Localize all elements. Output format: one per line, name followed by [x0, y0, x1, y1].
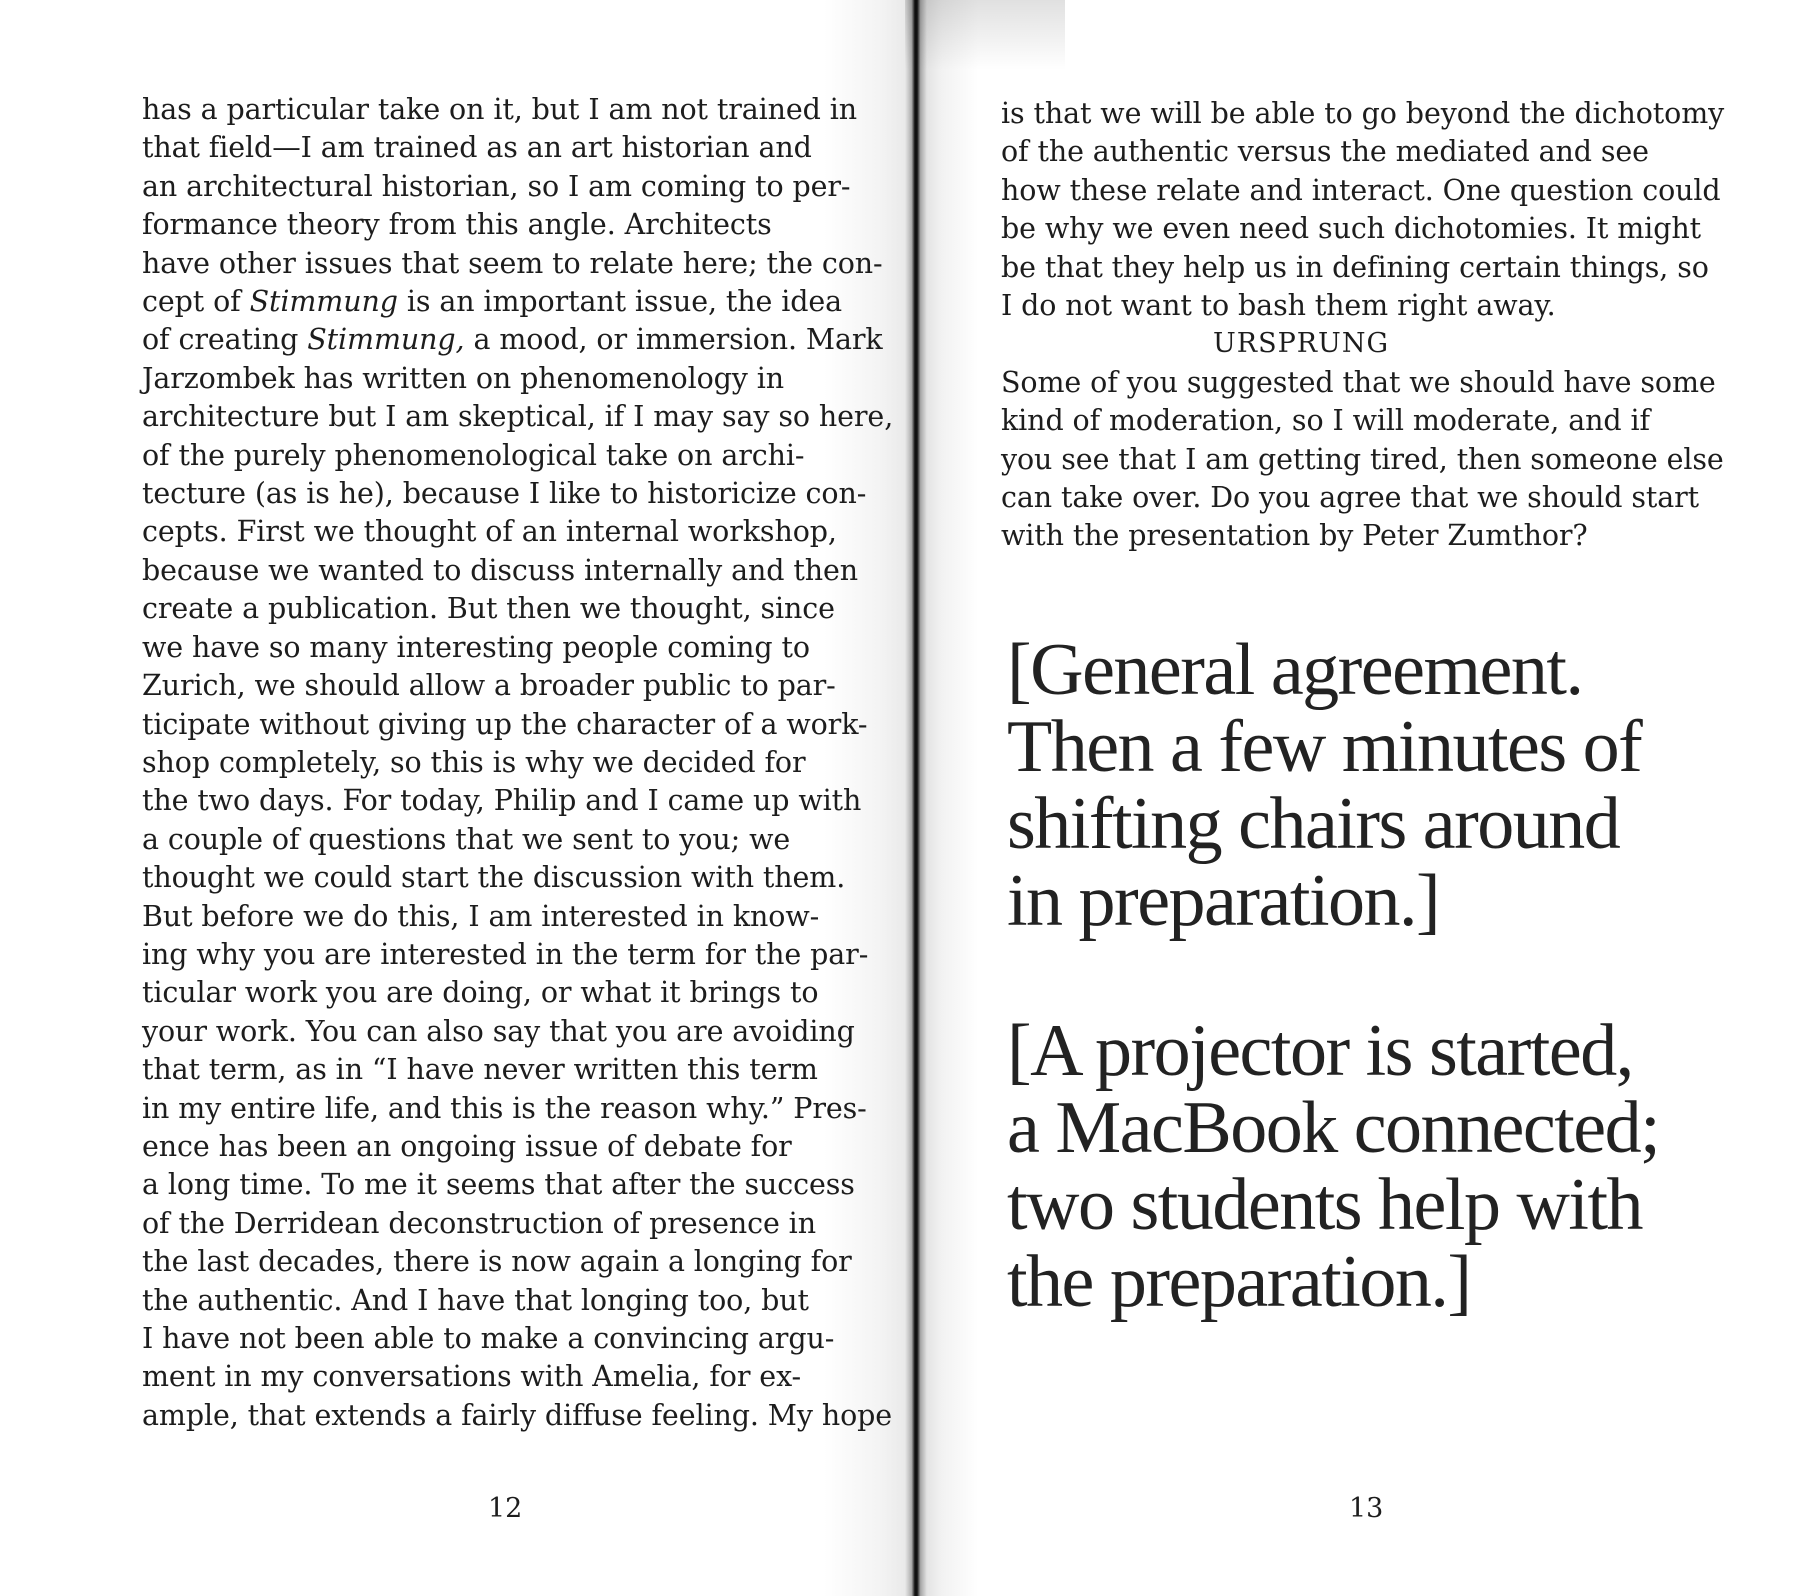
text-line — [142, 283, 872, 321]
text-segment: have other issues that seem to relate here; the con- — [142, 246, 883, 280]
text-line — [142, 321, 883, 359]
text-segment: thought we could start the discussion with them. — [142, 861, 846, 895]
text-segment: of the purely phenomenological take on archi- — [142, 438, 805, 472]
text-segment: ment in my conversations with Amelia, for ex- — [142, 1360, 802, 1394]
text-line — [142, 744, 872, 782]
text-segment: the two days. For today, Philip and I came up with — [142, 784, 862, 818]
text-segment: we have so many interesting people coming to — [142, 630, 810, 664]
stage-direction-line: the preparation.] — [1007, 1241, 1471, 1323]
text-segment: that field—I am trained as an art historian and — [142, 131, 812, 165]
text-segment: cept of — [142, 285, 250, 319]
text-line — [142, 91, 872, 129]
text-line: be why we even need such dichotomies. It might — [1001, 212, 1701, 246]
text-line — [142, 1243, 872, 1281]
text-line — [142, 667, 872, 705]
text-line — [142, 859, 872, 897]
text-line: I do not want to bash them right away. — [1001, 289, 1556, 323]
text-line: Some of you suggested that we should have some — [1001, 365, 1716, 399]
text-line — [142, 245, 883, 283]
text-line — [142, 1205, 872, 1243]
text-line — [142, 706, 872, 744]
stage-direction-line: two students help with — [1007, 1164, 1643, 1246]
text-segment: of the Derridean deconstruction of presence in — [142, 1206, 816, 1240]
text-line: can take over. Do you agree that we should start — [1001, 481, 1700, 515]
book-gutter — [905, 0, 927, 1596]
italic-term: Stimmung, — [307, 323, 465, 357]
stage-direction-line: [General agreement. — [1007, 629, 1583, 711]
text-line — [142, 475, 872, 513]
text-segment: create a publication. But then we thought, since — [142, 592, 835, 626]
text-line — [142, 552, 872, 590]
text-segment: cepts. First we thought of an internal workshop, — [142, 515, 837, 549]
stage-direction-line: Then a few minutes of — [1007, 706, 1642, 788]
text-line — [142, 1128, 872, 1166]
text-segment: of creating — [142, 323, 308, 357]
text-line — [142, 398, 894, 436]
text-line — [142, 1320, 872, 1358]
stage-direction-line: [A projector is started, — [1007, 1010, 1633, 1092]
text-segment: tecture (as is he), because I like to historicize con- — [142, 477, 867, 511]
paragraph-ursprung — [1001, 364, 1741, 556]
text-line — [142, 129, 872, 167]
stage-direction-1 — [1007, 629, 1797, 942]
text-line — [142, 590, 872, 628]
text-line: be that they help us in defining certain things, so — [1001, 250, 1709, 284]
stage-direction-line: in preparation.] — [1007, 860, 1440, 942]
text-line: with the presentation by Peter Zumthor? — [1001, 519, 1588, 553]
page-shadow — [905, 0, 1065, 70]
right-page-text — [1001, 95, 1741, 556]
text-segment: ample, that extends a fairly diffuse feeling. My hope — [142, 1398, 893, 1432]
text-line — [142, 782, 872, 820]
text-segment: Jarzombek has written on phenomenology in — [142, 361, 785, 395]
text-segment: shop completely, so this is why we decided for — [142, 745, 806, 779]
text-line — [142, 1090, 872, 1128]
page-number-right: 13 — [1349, 1493, 1384, 1524]
text-segment: in my entire life, and this is the reason why.” Pres- — [142, 1091, 867, 1125]
text-segment: is an important issue, the idea — [397, 285, 843, 319]
text-segment: Zurich, we should allow a broader public to par- — [142, 669, 836, 703]
text-segment: the last decades, there is now again a longing for — [142, 1245, 852, 1279]
page-number-left: 12 — [488, 1493, 523, 1524]
text-line: of the authentic versus the mediated and see — [1001, 135, 1649, 169]
text-segment: because we wanted to discuss internally and then — [142, 553, 858, 587]
text-segment: formance theory from this angle. Architects — [142, 208, 772, 242]
text-line: you see that I am getting tired, then someone else — [1001, 442, 1724, 476]
text-segment: has a particular take on it, but I am not trained in — [142, 93, 858, 126]
right-page — [915, 0, 1818, 1596]
text-line — [142, 898, 872, 936]
text-segment: a long time. To me it seems that after the success — [142, 1168, 855, 1202]
text-segment: I have not been able to make a convincing argu- — [142, 1322, 835, 1355]
paragraph-continuation — [1001, 95, 1741, 325]
text-line — [142, 1397, 893, 1435]
text-segment: ticipate without giving up the character of a work- — [142, 707, 868, 741]
text-line — [142, 821, 872, 859]
text-line — [142, 1051, 872, 1089]
italic-term: Stimmung — [249, 285, 398, 319]
text-line — [142, 437, 872, 475]
text-segment: a mood, or immersion. Mark — [464, 323, 883, 357]
text-line — [142, 974, 872, 1012]
text-segment: ticular work you are doing, or what it brings to — [142, 976, 819, 1010]
text-segment: architecture but I am skeptical, if I may say so here, — [142, 400, 894, 434]
stage-direction-2 — [1007, 1010, 1797, 1323]
text-line — [142, 168, 872, 206]
text-segment: your work. You can also say that you are avoiding — [142, 1014, 855, 1048]
text-line — [142, 629, 872, 667]
text-line — [142, 1358, 872, 1396]
text-line: is that we will be able to go beyond the dichotomy — [1001, 97, 1725, 130]
left-page-text — [142, 91, 894, 1435]
text-segment: ing why you are interested in the term for the par- — [142, 937, 869, 971]
text-segment: a couple of questions that we sent to you; we — [142, 822, 791, 856]
stage-direction-line: a MacBook connected; — [1007, 1087, 1660, 1169]
speaker-heading: URSPRUNG — [1212, 328, 1390, 360]
text-segment: the authentic. And I have that longing too, but — [142, 1283, 809, 1317]
text-line — [142, 513, 872, 551]
text-line — [142, 1013, 872, 1051]
text-segment: that term, as in “I have never written this term — [142, 1053, 818, 1087]
text-line: kind of moderation, so I will moderate, and if — [1001, 404, 1650, 438]
text-line: how these relate and interact. One question could — [1001, 173, 1721, 207]
text-line — [142, 1282, 872, 1320]
text-line — [142, 1166, 872, 1204]
text-segment: But before we do this, I am interested in know- — [142, 899, 820, 933]
text-segment: an architectural historian, so I am coming to per- — [142, 169, 851, 203]
stage-direction-line: shifting chairs around — [1007, 783, 1620, 865]
text-line — [142, 206, 872, 244]
text-line — [142, 936, 872, 974]
text-segment: ence has been an ongoing issue of debate for — [142, 1129, 792, 1163]
text-line — [142, 360, 872, 398]
